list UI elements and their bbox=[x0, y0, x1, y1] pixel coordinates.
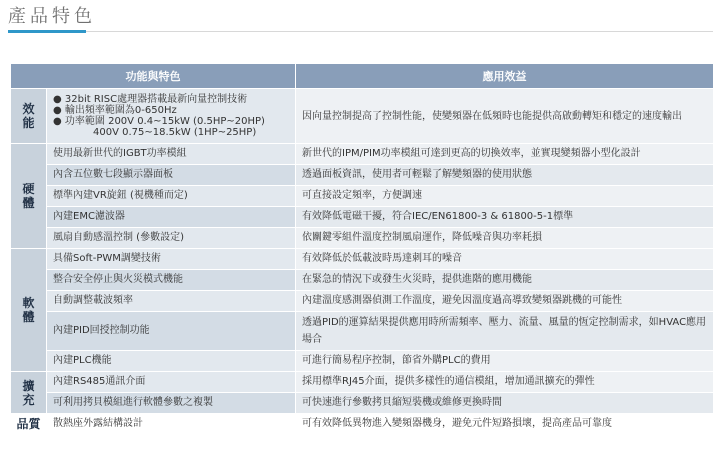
title-accent-bar bbox=[8, 30, 86, 33]
category-label: 擴充 bbox=[22, 378, 35, 407]
effect-cell: 透過PID的運算結果提供應用時所需頻率、壓力、流量、風量的恆定控制需求，如HVAC應用場合 bbox=[296, 312, 714, 351]
header-features: 功能與特色 bbox=[11, 64, 296, 89]
effect-cell: 可快速進行參數拷貝縮短裝機或維修更換時間 bbox=[296, 393, 714, 414]
table-row bbox=[11, 144, 714, 165]
effect-cell: 新世代的IPM/PIM功率模組可達到更高的切換效率，並實現變頻器小型化設計 bbox=[296, 144, 714, 165]
category-performance bbox=[11, 89, 47, 144]
category-hardware bbox=[11, 144, 47, 249]
table-row bbox=[11, 186, 714, 207]
feature-cell: 內建PLC機能 bbox=[47, 351, 296, 372]
table-row bbox=[11, 351, 714, 372]
table-row bbox=[11, 372, 714, 393]
table-row bbox=[11, 249, 714, 270]
table-row bbox=[11, 270, 714, 291]
feature-cell: 自動調整載波頻率 bbox=[47, 291, 296, 312]
effect-cell: 有效降低於低載波時馬達刺耳的噪音 bbox=[296, 249, 714, 270]
effect-cell: 可有效降低異物進入變頻器機身，避免元件短路損壞，提高產品可靠度 bbox=[296, 414, 714, 435]
category-software bbox=[11, 249, 47, 372]
feature-line: ● 功率範圍 200V 0.4~15kW (0.5HP~20HP) bbox=[53, 116, 265, 127]
page-title: 產品特色 bbox=[8, 6, 96, 27]
title-divider bbox=[8, 31, 713, 32]
effect-cell: 有效降低電磁干擾，符合IEC/EN61800-3 & 61800-5-1標準 bbox=[296, 207, 714, 228]
table-header-row bbox=[11, 64, 714, 89]
category-label: 效能 bbox=[22, 102, 35, 130]
category-expansion bbox=[11, 372, 47, 414]
feature-line: ● 輸出頻率範圍為0-650Hz bbox=[53, 105, 177, 116]
header-benefits: 應用效益 bbox=[296, 64, 714, 89]
table-row bbox=[11, 165, 714, 186]
category-quality: 品質 bbox=[11, 414, 47, 435]
feature-cell: 內建PID回授控制功能 bbox=[47, 312, 296, 351]
effect-cell: 可進行簡易程序控制，節省外購PLC的費用 bbox=[296, 351, 714, 372]
feature-cell: 標準內建VR旋鈕 (視機種而定) bbox=[47, 186, 296, 207]
table-row bbox=[11, 393, 714, 414]
effect-cell: 可直接設定頻率，方便調速 bbox=[296, 186, 714, 207]
effect-cell: 在緊急的情況下或發生火災時，提供進階的應用機能 bbox=[296, 270, 714, 291]
feature-cell: 風扇自動感溫控制 (參數設定) bbox=[47, 228, 296, 249]
feature-line: ● 32bit RISC處理器搭載最新向量控制技術 bbox=[53, 94, 248, 105]
category-label: 硬體 bbox=[22, 182, 35, 210]
feature-cell: 散熱座外露結構設計 bbox=[47, 414, 296, 435]
effect-cell: 透過面板資訊，使用者可輕鬆了解變頻器的使用狀態 bbox=[296, 165, 714, 186]
feature-cell bbox=[47, 89, 296, 144]
feature-cell: 內建EMC濾波器 bbox=[47, 207, 296, 228]
table-row bbox=[11, 228, 714, 249]
feature-line: 400V 0.75~18.5kW (1HP~25HP) bbox=[93, 127, 257, 138]
effect-cell: 內建溫度感測器偵測工作溫度，避免因溫度過高導致變頻器跳機的可能性 bbox=[296, 291, 714, 312]
table-row bbox=[11, 414, 714, 435]
feature-cell: 內含五位數七段顯示器面板 bbox=[47, 165, 296, 186]
category-label: 軟體 bbox=[22, 296, 35, 324]
table-row bbox=[11, 89, 714, 144]
table-row bbox=[11, 291, 714, 312]
effect-cell: 因向量控制提高了控制性能，使變頻器在低頻時也能提供高啟動轉矩和穩定的速度輸出 bbox=[296, 89, 714, 144]
feature-cell: 具備Soft-PWM調變技術 bbox=[47, 249, 296, 270]
feature-cell: 使用最新世代的IGBT功率模組 bbox=[47, 144, 296, 165]
features-table bbox=[10, 63, 714, 435]
table-row bbox=[11, 207, 714, 228]
feature-cell: 可利用拷貝模組進行軟體參數之複製 bbox=[47, 393, 296, 414]
effect-cell: 依關鍵零組件溫度控制風扇運作，降低噪音與功率耗損 bbox=[296, 228, 714, 249]
table-row bbox=[11, 312, 714, 351]
effect-cell: 採用標準RJ45介面，提供多樣性的通信模組，增加通訊擴充的彈性 bbox=[296, 372, 714, 393]
feature-cell: 內建RS485通訊介面 bbox=[47, 372, 296, 393]
feature-cell: 整合安全停止與火災模式機能 bbox=[47, 270, 296, 291]
